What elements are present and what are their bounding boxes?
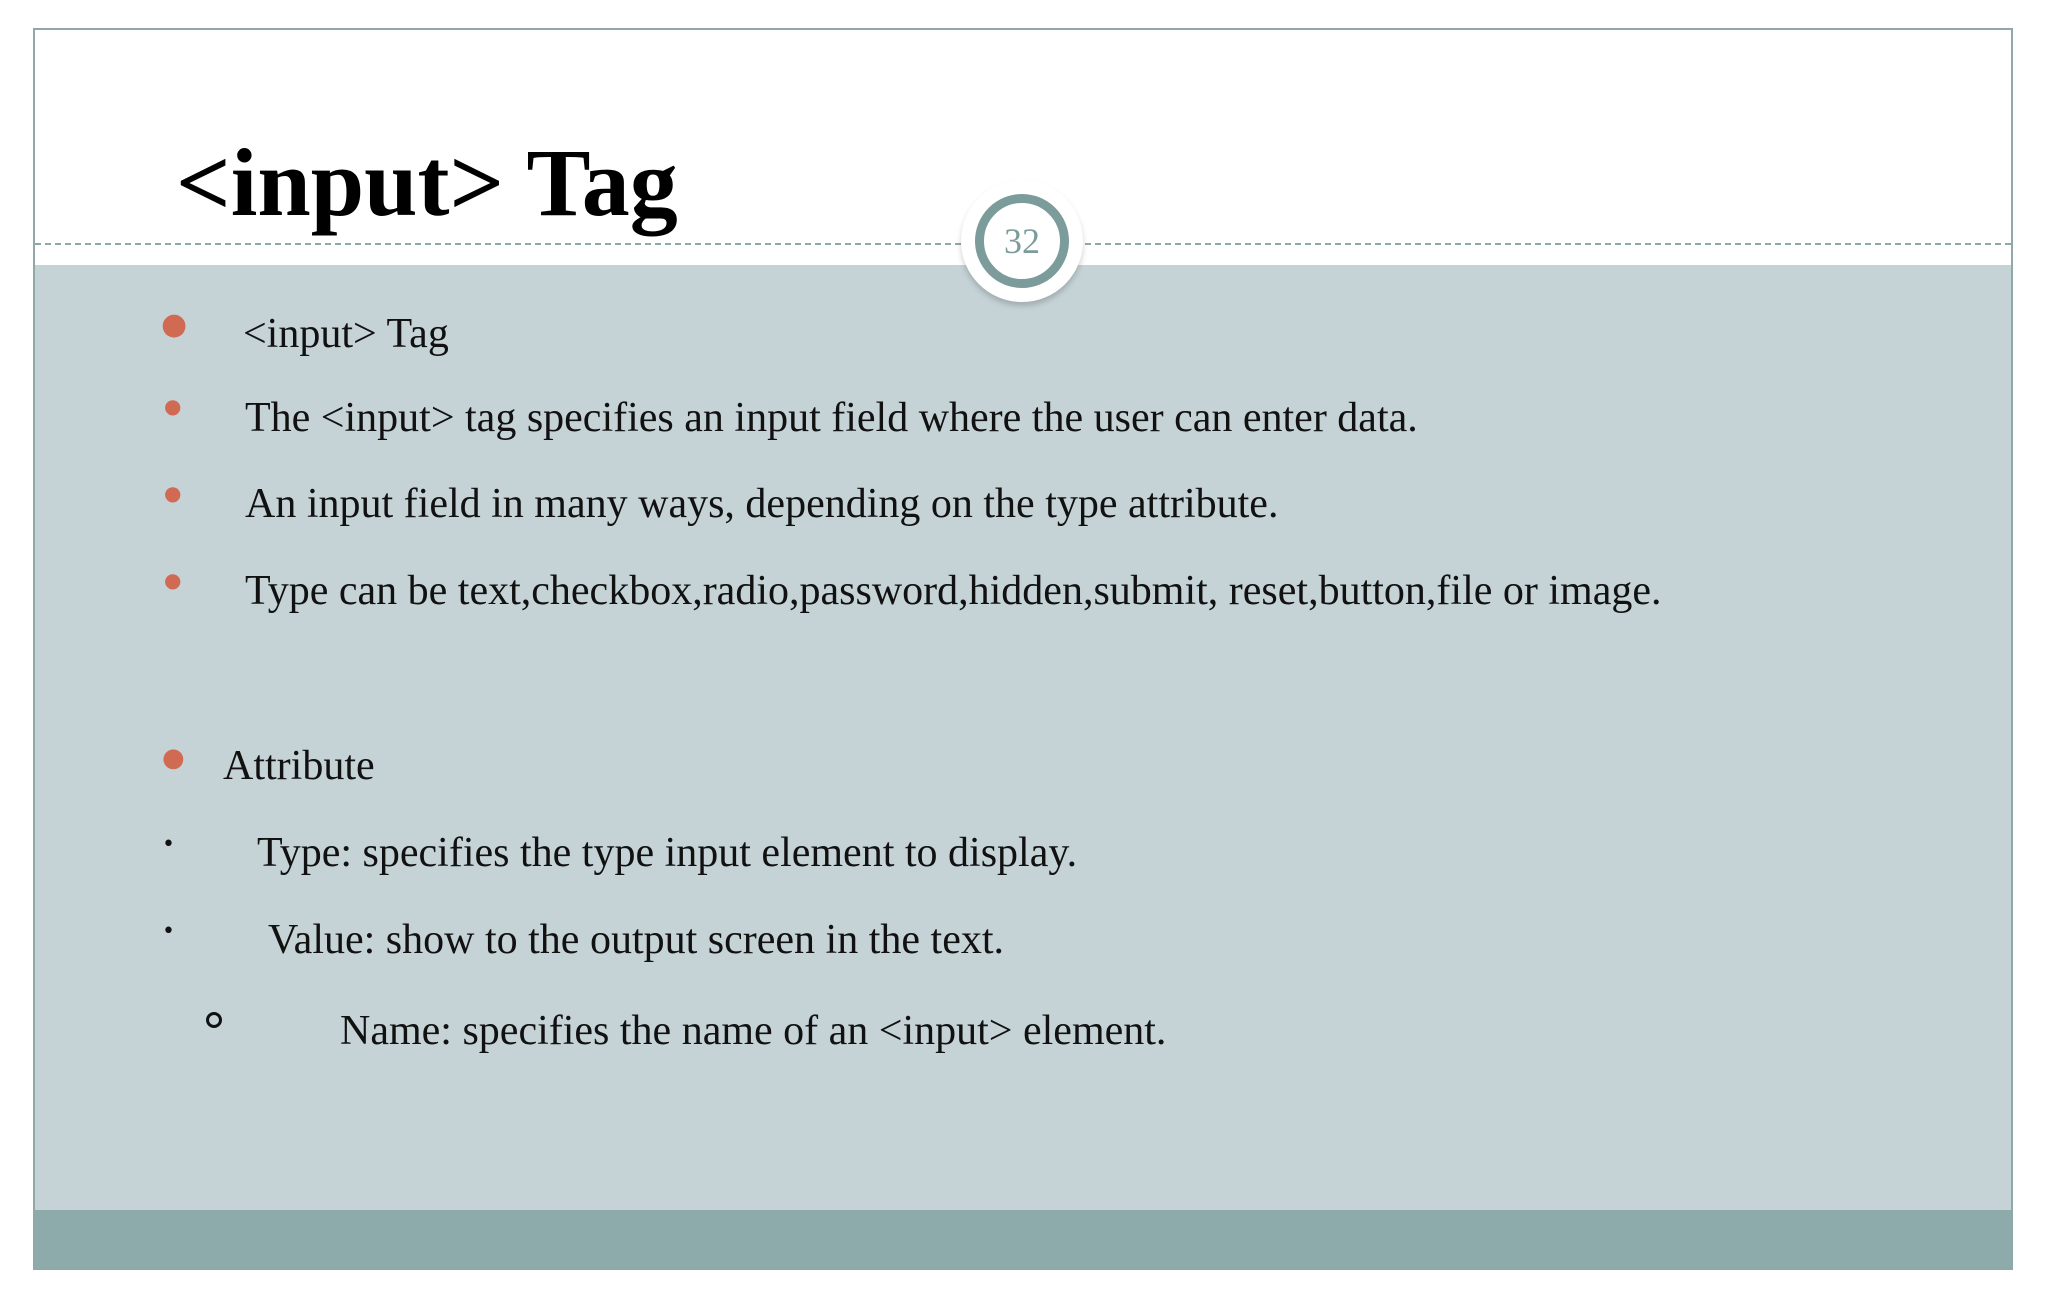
list-item: Name: specifies the name of an <input> element. bbox=[340, 1008, 1167, 1054]
footer-bar bbox=[35, 1210, 2011, 1268]
list-item: The <input> tag specifies an input field where the user can enter data. bbox=[245, 395, 1418, 441]
slide bbox=[33, 28, 2013, 1270]
slide-title: <input> Tag bbox=[176, 129, 678, 236]
list-item: Value: show to the output screen in the text. bbox=[268, 917, 1005, 963]
bullet-icon: ● bbox=[164, 394, 182, 418]
bullet-icon: • bbox=[162, 832, 175, 857]
list-item: Type: specifies the type input element to display. bbox=[257, 830, 1078, 876]
list-item: Type can be text,checkbox,radio,password,hidden,submit, reset,button,file or image. bbox=[245, 568, 1662, 614]
content-area bbox=[35, 265, 2011, 1210]
list-item: Attribute bbox=[223, 743, 375, 789]
list-item: <input> Tag bbox=[243, 311, 449, 357]
bullet-icon: ● bbox=[162, 743, 185, 773]
hollow-circle-bullet-icon bbox=[206, 1012, 222, 1028]
page-number-ring bbox=[975, 194, 1069, 288]
page-number: 32 bbox=[1004, 221, 1040, 261]
page-number-badge bbox=[961, 180, 1083, 302]
bullet-icon: • bbox=[162, 919, 175, 944]
bullet-icon: ● bbox=[164, 568, 182, 592]
list-item: An input field in many ways, depending on the type attribute. bbox=[245, 481, 1279, 527]
bullet-icon: ● bbox=[161, 307, 188, 342]
bullet-icon: ● bbox=[164, 481, 182, 505]
